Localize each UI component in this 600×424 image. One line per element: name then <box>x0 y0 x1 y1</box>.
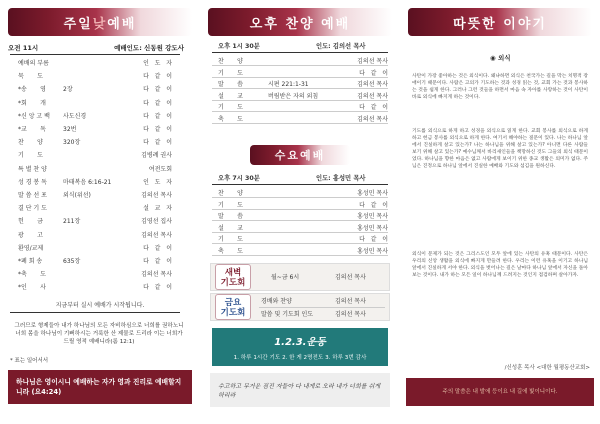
movement-box <box>212 328 388 366</box>
movement-title: 1.2.3.운동 <box>274 337 326 348</box>
dawn-badge-line2: 기도회 <box>220 278 246 288</box>
row-person: 김의선 목사 <box>141 271 172 279</box>
wed-time: 오후 7시 30분 <box>218 175 260 182</box>
row-item: *교 독 <box>18 126 46 133</box>
order-row <box>218 102 388 109</box>
friday-row2-label: 말씀 및 기도회 인도 <box>261 311 314 318</box>
row-person: 인 도 자 <box>143 178 172 186</box>
row-item: 설 교 <box>218 92 243 100</box>
afternoon-title: 오후 찬양 예배 <box>249 16 351 32</box>
story-paragraph-3: 외식이 문제가 되는 것은 그리스도인 모두 앞에 있는 사탄의 유혹 때문이다. 사탄은 우리의 신앙 생활을 외식에 빠지게 만들려 한다. 우리는 이런 유혹을 이기고 하나님 앞에서 진실하게 서야 한다. 외식을 벗어나는 길은 날마다 하나님 앞에서 자신을 돌아보는 것이다. 내가 하는 모든 일이 하나님께 드려지는 것인지 점검하며 살아가자. <box>412 252 588 279</box>
friday-prayer-badge <box>215 294 251 320</box>
service-header <box>8 43 184 52</box>
service-time: 오전 11시 <box>8 44 39 52</box>
row-person: 인 도 자 <box>143 60 172 67</box>
row-person: 다 같 이 <box>359 104 388 111</box>
row-person: 홍성민 목사 <box>357 213 388 220</box>
title-char: 주 <box>63 16 79 32</box>
title-char: 배 <box>121 16 137 32</box>
row-person: 여전도회 <box>148 165 172 173</box>
order-row <box>218 79 388 86</box>
bottom-verse-bar: 주의 말씀은 내 발에 등이요 내 길에 빛이니이다. <box>406 378 594 406</box>
friday-prayer-box <box>210 293 390 321</box>
order-row <box>18 256 172 263</box>
row-item: 기 도 <box>218 104 243 111</box>
dawn-leader: 김의선 목사 <box>335 274 366 281</box>
order-row <box>18 71 172 81</box>
row-item: *폐 회 송 <box>18 258 43 265</box>
row-item: 축 도 <box>218 115 243 123</box>
invitation-note: 수고하고 무거운 짐진 자들아 다 내게로 오라 내가 너희를 쉬게 하리라 <box>210 373 390 407</box>
dawn-prayer-badge <box>215 264 251 290</box>
row-divider <box>212 243 388 244</box>
row-person: 김의선 목사 <box>141 192 172 199</box>
stand-note: * 표는 일어서서 <box>10 358 49 364</box>
row-item: 축 도 <box>218 247 243 255</box>
title-char: 예 <box>107 16 122 32</box>
bullet-icon: ◉ <box>490 54 498 62</box>
story-column <box>400 0 600 424</box>
verse-box: 하나님은 영이시니 예배하는 자가 영과 진리로 예배할지니라 (요4:24) <box>8 370 192 404</box>
row-item: 묵 도 <box>18 73 43 81</box>
row-item: 성 경 봉 독 <box>18 178 47 186</box>
row-item: 기 도 <box>18 152 43 160</box>
movement-text: 1. 하루 1시간 기도 2. 한 게 2명전도 3. 하루 3번 감사 <box>233 355 367 361</box>
row-item: 특 별 찬 양 <box>18 165 47 173</box>
order-row <box>18 137 172 147</box>
order-row <box>18 164 172 171</box>
row-item: 설 교 <box>218 224 243 232</box>
friday-row2-leader: 김의선 목사 <box>335 311 366 318</box>
pm-time: 오후 1시 30분 <box>218 43 260 50</box>
scripture-quote: 그러므로 형제들아 내가 하나님의 모든 자비하심으로 너희를 권하노니 너희 몸을 하나님이 기뻐하시는 거룩한 산 제물로 드리라 이는 너희가 드릴 영적 예배니라(롬 12:1) <box>14 323 184 345</box>
wed-leader: 인도: 홍성민 목사 <box>316 175 366 182</box>
order-row <box>18 190 172 197</box>
row-detail: 외식(위선) <box>63 192 91 199</box>
friday-row-divider <box>259 307 385 308</box>
row-item: 기 도 <box>218 69 243 77</box>
row-person: 김영선 집사 <box>141 218 172 226</box>
row-person: 다 같 이 <box>143 284 172 292</box>
order-row <box>218 234 388 241</box>
row-item: 결 단 기 도 <box>18 205 47 213</box>
order-row <box>18 243 172 250</box>
row-detail: 시편 221:1-31 <box>268 81 309 88</box>
row-person: 홍성민 목사 <box>357 224 388 232</box>
order-row <box>218 188 388 195</box>
sunday-service-column <box>0 0 200 424</box>
wednesday-title: 수요예배 <box>274 149 326 162</box>
row-person: 홍성민 목사 <box>357 247 388 255</box>
order-row <box>18 269 172 279</box>
bottom-divider <box>10 312 180 313</box>
header-divider <box>10 54 180 55</box>
pm-divider <box>212 52 388 53</box>
row-detail: 320장 <box>63 139 81 147</box>
order-row <box>18 111 172 118</box>
order-row <box>218 246 388 253</box>
sunday-service-banner <box>8 8 192 36</box>
title-char: 낮 <box>92 16 108 32</box>
row-detail: 211장 <box>63 218 81 226</box>
story-paragraph-1: 사탄이 가장 좋아하는 것은 외식이다. 왜냐하면 외식은 천국가는 길을 막는 치명적 장애이기 때문이다. 사람은 고의가 기도하는 것과 성경 읽는 것, 교회 가는 것과 봉사하는 것을 쉽게 한다. 그러나 그런 것들을 하면서 마음 속 자아를 사랑하는 것이 사탄이 바로 외식에 빠지게 하는 것이다. <box>412 74 588 101</box>
row-divider <box>212 197 388 198</box>
row-item: 예배의 부름 <box>18 60 49 67</box>
row-detail: 32번 <box>63 126 77 133</box>
row-person: 설 교 자 <box>143 205 172 213</box>
row-item: 말 씀 <box>218 213 243 220</box>
row-divider <box>212 100 388 101</box>
row-person: 김의선 목사 <box>357 115 388 123</box>
row-item: *신 앙 고 백 <box>18 112 50 120</box>
order-row <box>18 84 172 94</box>
row-detail: 635장 <box>63 258 81 265</box>
section-title: 외식 <box>497 54 511 62</box>
row-person: 김의선 목사 <box>141 231 172 239</box>
friday-badge-line1: 금요 <box>224 298 242 308</box>
row-divider <box>212 220 388 221</box>
dawn-time: 월~금 6시 <box>271 274 300 281</box>
row-item: 광 고 <box>18 231 43 239</box>
row-person: 홍성민 목사 <box>357 190 388 197</box>
row-item: *축 도 <box>18 271 46 279</box>
story-title: 따뜻한 이야기 <box>453 16 547 32</box>
order-row <box>218 114 388 121</box>
row-item: 헌 금 <box>18 218 43 226</box>
order-row <box>18 58 172 65</box>
order-row <box>18 203 172 213</box>
row-item: *인 사 <box>18 284 46 292</box>
row-divider <box>212 65 388 66</box>
row-person: 다 같 이 <box>143 86 172 94</box>
pm-leader: 인도: 김의선 목사 <box>316 43 366 50</box>
section-heading <box>490 55 511 62</box>
row-person: 다 같 이 <box>143 126 172 133</box>
order-row <box>18 216 172 226</box>
order-row <box>218 200 388 207</box>
row-person: 김의선 목사 <box>357 92 388 100</box>
title-char: 일 <box>78 16 93 32</box>
row-person: 김의선 목사 <box>357 58 388 65</box>
row-item: 말 씀 <box>218 81 243 88</box>
story-banner <box>408 8 592 36</box>
afternoon-service-column <box>200 0 400 424</box>
row-person: 다 같 이 <box>359 69 388 77</box>
afternoon-service-banner <box>208 8 392 36</box>
row-detail: 2장 <box>63 86 73 94</box>
row-person: 다 같 이 <box>143 244 172 252</box>
order-row <box>218 223 388 230</box>
order-row <box>218 211 388 218</box>
row-item: 찬 양 <box>18 139 43 147</box>
row-divider <box>212 88 388 89</box>
row-item: 기 도 <box>218 236 243 243</box>
friday-badge-line2: 기도회 <box>220 308 246 318</box>
order-row <box>18 230 172 237</box>
row-item: 찬 양 <box>218 58 243 65</box>
row-detail: 마태복음 6:16-21 <box>63 178 112 186</box>
row-divider <box>212 255 388 256</box>
friday-row1-leader: 김의선 목사 <box>335 298 366 305</box>
row-item: 말 씀 선 포 <box>18 192 47 199</box>
row-divider <box>212 232 388 233</box>
dawn-prayer-box <box>210 263 390 291</box>
dawn-badge-line1: 새벽 <box>224 268 242 278</box>
row-divider <box>212 209 388 210</box>
row-person: 김의선 목사 <box>357 81 388 88</box>
row-item: 환영/교제 <box>18 244 44 252</box>
row-divider <box>212 77 388 78</box>
friday-row1-label: 경배와 찬양 <box>261 298 292 305</box>
order-row <box>218 56 388 63</box>
row-item: *회 개 <box>18 99 46 107</box>
row-person: 다 같 이 <box>359 201 388 209</box>
wed-divider <box>212 184 388 185</box>
row-divider <box>212 123 388 124</box>
order-row <box>218 68 388 75</box>
row-person: 다 같 이 <box>143 112 172 120</box>
row-person: 다 같 이 <box>143 73 172 81</box>
row-item: 기 도 <box>218 201 243 209</box>
order-row <box>18 177 172 184</box>
story-paragraph-2: 기도를 외식으로 하게 하고 성경을 외식으로 읽게 한다. 교회 봉사를 외식으로 하게 하고 헌금 봉사를 외식으로 하게 한다. 여기서 해야하는 질문이 있다. 나는 하나님 앞에서 진실하게 살고 있는가? 나는 하나님을 위해 살고 있는가? 아니면 다른 사람들 보기 위해 살고 있는가? 예수님께서 바리새인들을 책망하신 것도 그들의 외식 때문이었다. 하나님을 향한 마음은 없고 사람에게 보이기 위한 종교 생활은 의미가 없다. 주님은 진정으로 하나님 앞에서 진실한 예배와 기도와 섬김을 원하신다. <box>412 129 588 170</box>
row-divider <box>212 111 388 112</box>
order-row <box>18 124 172 131</box>
order-row <box>18 98 172 105</box>
row-person: 김병례 권사 <box>141 152 172 160</box>
wednesday-banner <box>250 145 350 165</box>
row-person: 다 같 이 <box>359 236 388 243</box>
speech-note: 지금부터 실시 예배가 시작됩니다. <box>55 302 145 309</box>
row-item: *송 영 <box>18 86 46 94</box>
row-person: 다 같 이 <box>143 139 172 147</box>
order-row <box>18 282 172 292</box>
row-person: 다 같 이 <box>143 258 172 265</box>
row-item: 찬 양 <box>218 190 243 197</box>
row-detail: 버림받은 자의 외침 <box>268 92 319 100</box>
row-detail: 사도신경 <box>63 112 87 120</box>
order-row <box>18 150 172 160</box>
order-row <box>218 91 388 98</box>
service-leader: 예배인도: 신동원 강도사 <box>114 44 184 52</box>
story-author: /신성훈 목사 <대한 월평동산교회> <box>504 365 590 371</box>
row-person: 다 같 이 <box>143 99 172 107</box>
